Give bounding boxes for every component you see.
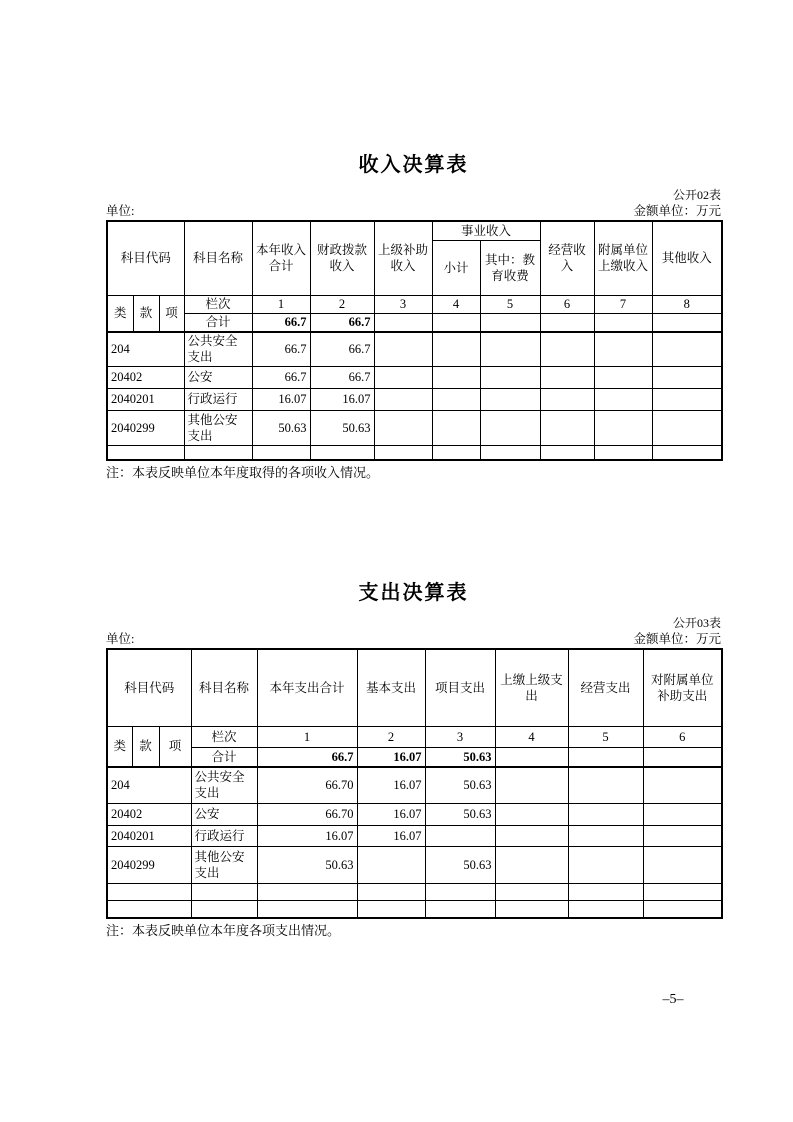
total-label: 合计 <box>191 748 257 767</box>
value-cell <box>568 901 643 918</box>
expenditure-unit-label: 单位: <box>106 632 135 647</box>
value-cell <box>652 389 722 411</box>
header-affiliated-income: 附属单位上缴收入 <box>594 221 652 296</box>
value-cell: 66.70 <box>257 804 357 826</box>
income-lanci-row <box>107 296 722 314</box>
col-number: 5 <box>480 296 540 314</box>
value-cell <box>568 884 643 901</box>
value-cell: 50.63 <box>425 847 495 884</box>
name-cell: 行政运行 <box>191 826 257 847</box>
value-cell <box>252 446 310 460</box>
col-number: 2 <box>310 296 374 314</box>
value-cell <box>432 332 480 367</box>
total-value <box>652 314 722 332</box>
value-cell <box>495 901 568 918</box>
value-cell: 50.63 <box>425 767 495 804</box>
value-cell <box>495 847 568 884</box>
income-doc-number: 公开02表 <box>672 188 721 202</box>
header-class: 类 <box>107 727 132 767</box>
header-education-fee: 其中：教育收费 <box>480 241 540 296</box>
header-subject-code: 科目代码 <box>107 649 191 727</box>
total-value <box>495 748 568 767</box>
value-cell: 16.07 <box>252 389 310 411</box>
value-cell <box>480 446 540 460</box>
header-basic-expenditure: 基本支出 <box>357 649 425 727</box>
name-cell: 公共安全支出 <box>191 767 257 804</box>
header-subtotal: 小计 <box>432 241 480 296</box>
value-cell <box>425 901 495 918</box>
value-cell <box>652 367 722 389</box>
value-cell: 66.7 <box>252 367 310 389</box>
header-total-expenditure: 本年支出合计 <box>257 649 357 727</box>
value-cell <box>540 367 594 389</box>
value-cell <box>374 367 432 389</box>
name-cell <box>191 884 257 901</box>
code-cell: 204 <box>107 332 184 367</box>
header-item: 项 <box>159 727 191 767</box>
value-cell: 50.63 <box>257 847 357 884</box>
name-cell: 其他公安支出 <box>191 847 257 884</box>
income-total-row <box>107 314 722 332</box>
value-cell <box>594 446 652 460</box>
total-value <box>480 314 540 332</box>
header-subject-code: 科目代码 <box>107 221 184 296</box>
total-value <box>568 748 643 767</box>
value-cell: 66.70 <box>257 767 357 804</box>
header-total-income: 本年收入合计 <box>252 221 310 296</box>
value-cell <box>374 389 432 411</box>
value-cell <box>495 804 568 826</box>
col-number: 8 <box>652 296 722 314</box>
income-section <box>106 148 721 480</box>
col-number: 1 <box>257 727 357 748</box>
value-cell: 50.63 <box>425 804 495 826</box>
income-table <box>106 220 723 461</box>
income-unit-row <box>106 204 721 219</box>
expenditure-table-title: 支出决算表 <box>358 582 469 604</box>
table-row <box>107 826 722 847</box>
table-row <box>107 884 722 901</box>
col-number: 3 <box>425 727 495 748</box>
table-row <box>107 767 722 804</box>
value-cell: 66.7 <box>310 367 374 389</box>
code-cell <box>107 446 184 460</box>
header-project-expenditure: 项目支出 <box>425 649 495 727</box>
col-number: 4 <box>495 727 568 748</box>
header-operating-expenditure: 经营支出 <box>568 649 643 727</box>
expenditure-total-row <box>107 748 722 767</box>
value-cell <box>643 884 722 901</box>
total-value: 66.7 <box>257 748 357 767</box>
value-cell <box>540 389 594 411</box>
value-cell <box>432 389 480 411</box>
name-cell: 公安 <box>191 804 257 826</box>
value-cell <box>374 446 432 460</box>
value-cell <box>495 884 568 901</box>
name-cell: 其他公安支出 <box>184 411 252 446</box>
name-cell <box>191 901 257 918</box>
code-cell <box>107 901 191 918</box>
value-cell: 16.07 <box>357 767 425 804</box>
code-cell: 20402 <box>107 367 184 389</box>
value-cell: 16.07 <box>357 826 425 847</box>
value-cell <box>594 389 652 411</box>
name-cell <box>184 446 252 460</box>
code-cell: 2040299 <box>107 847 191 884</box>
value-cell <box>374 411 432 446</box>
value-cell <box>480 389 540 411</box>
income-table-title: 收入决算表 <box>358 154 469 176</box>
header-affiliated-subsidy: 对附属单位补助支出 <box>643 649 722 727</box>
value-cell <box>357 884 425 901</box>
col-number: 7 <box>594 296 652 314</box>
income-unit-label: 单位: <box>106 204 135 219</box>
value-cell <box>432 367 480 389</box>
total-value <box>643 748 722 767</box>
code-cell: 2040201 <box>107 389 184 411</box>
value-cell <box>643 767 722 804</box>
total-value: 66.7 <box>310 314 374 332</box>
code-cell: 204 <box>107 767 191 804</box>
value-cell <box>495 826 568 847</box>
value-cell: 50.63 <box>252 411 310 446</box>
col-number: 5 <box>568 727 643 748</box>
table-row <box>107 411 722 446</box>
value-cell <box>257 901 357 918</box>
table-row <box>107 367 722 389</box>
value-cell <box>643 804 722 826</box>
expenditure-table <box>106 648 723 919</box>
col-number: 4 <box>432 296 480 314</box>
code-cell: 20402 <box>107 804 191 826</box>
value-cell <box>652 332 722 367</box>
header-lanci: 栏次 <box>184 296 252 314</box>
table-row <box>107 446 722 460</box>
col-number: 6 <box>540 296 594 314</box>
header-section: 款 <box>133 296 159 332</box>
income-amount-unit-label: 金额单位：万元 <box>633 204 721 219</box>
value-cell <box>425 884 495 901</box>
name-cell: 行政运行 <box>184 389 252 411</box>
header-other-income: 其他收入 <box>652 221 722 296</box>
value-cell: 50.63 <box>310 411 374 446</box>
value-cell <box>643 901 722 918</box>
expenditure-doc-number: 公开03表 <box>672 616 721 630</box>
value-cell <box>594 367 652 389</box>
header-item: 项 <box>159 296 184 332</box>
value-cell <box>652 411 722 446</box>
value-cell <box>257 884 357 901</box>
expenditure-header-row <box>107 649 722 727</box>
total-label: 合计 <box>184 314 252 332</box>
col-number: 1 <box>252 296 310 314</box>
value-cell <box>425 826 495 847</box>
total-value <box>594 314 652 332</box>
value-cell <box>540 446 594 460</box>
value-cell <box>643 847 722 884</box>
total-value: 16.07 <box>357 748 425 767</box>
value-cell: 66.7 <box>252 332 310 367</box>
code-cell: 2040201 <box>107 826 191 847</box>
value-cell <box>652 446 722 460</box>
header-business-income-group: 事业收入 <box>432 221 540 241</box>
expenditure-unit-row <box>106 632 721 647</box>
table-row <box>107 389 722 411</box>
expenditure-section <box>106 576 721 938</box>
value-cell <box>480 332 540 367</box>
value-cell: 16.07 <box>257 826 357 847</box>
total-value <box>374 314 432 332</box>
value-cell <box>432 411 480 446</box>
value-cell <box>594 332 652 367</box>
value-cell <box>374 332 432 367</box>
header-fiscal-income: 财政拨款收入 <box>310 221 374 296</box>
value-cell <box>480 411 540 446</box>
expenditure-amount-unit-label: 金额单位：万元 <box>633 632 721 647</box>
header-subject-name: 科目名称 <box>184 221 252 296</box>
value-cell: 16.07 <box>357 804 425 826</box>
income-note: 注：本表反映单位本年度取得的各项收入情况。 <box>106 464 380 480</box>
expenditure-lanci-row <box>107 727 722 748</box>
col-number: 2 <box>357 727 425 748</box>
value-cell <box>643 826 722 847</box>
total-value <box>540 314 594 332</box>
value-cell <box>568 767 643 804</box>
col-number: 3 <box>374 296 432 314</box>
code-cell <box>107 884 191 901</box>
name-cell: 公共安全支出 <box>184 332 252 367</box>
value-cell <box>540 332 594 367</box>
header-lanci: 栏次 <box>191 727 257 748</box>
code-cell: 2040299 <box>107 411 184 446</box>
income-header-row-top <box>107 221 722 241</box>
value-cell <box>495 767 568 804</box>
total-value: 50.63 <box>425 748 495 767</box>
value-cell <box>357 847 425 884</box>
col-number: 6 <box>643 727 722 748</box>
value-cell <box>432 446 480 460</box>
total-value <box>432 314 480 332</box>
value-cell <box>310 446 374 460</box>
header-class: 类 <box>107 296 133 332</box>
expenditure-note: 注：本表反映单位本年度各项支出情况。 <box>106 922 341 938</box>
value-cell <box>568 804 643 826</box>
table-row <box>107 332 722 367</box>
table-row <box>107 847 722 884</box>
header-subject-name: 科目名称 <box>191 649 257 727</box>
value-cell <box>594 411 652 446</box>
header-superior-payment: 上缴上级支出 <box>495 649 568 727</box>
value-cell <box>568 826 643 847</box>
header-operating-income: 经营收入 <box>540 221 594 296</box>
value-cell <box>540 411 594 446</box>
page-number: –5– <box>662 992 684 1007</box>
header-superior-subsidy: 上级补助收入 <box>374 221 432 296</box>
total-value: 66.7 <box>252 314 310 332</box>
header-section: 款 <box>132 727 159 767</box>
value-cell <box>357 901 425 918</box>
table-row <box>107 804 722 826</box>
table-row <box>107 901 722 918</box>
value-cell <box>480 367 540 389</box>
value-cell: 66.7 <box>310 332 374 367</box>
value-cell: 16.07 <box>310 389 374 411</box>
value-cell <box>568 847 643 884</box>
name-cell: 公安 <box>184 367 252 389</box>
